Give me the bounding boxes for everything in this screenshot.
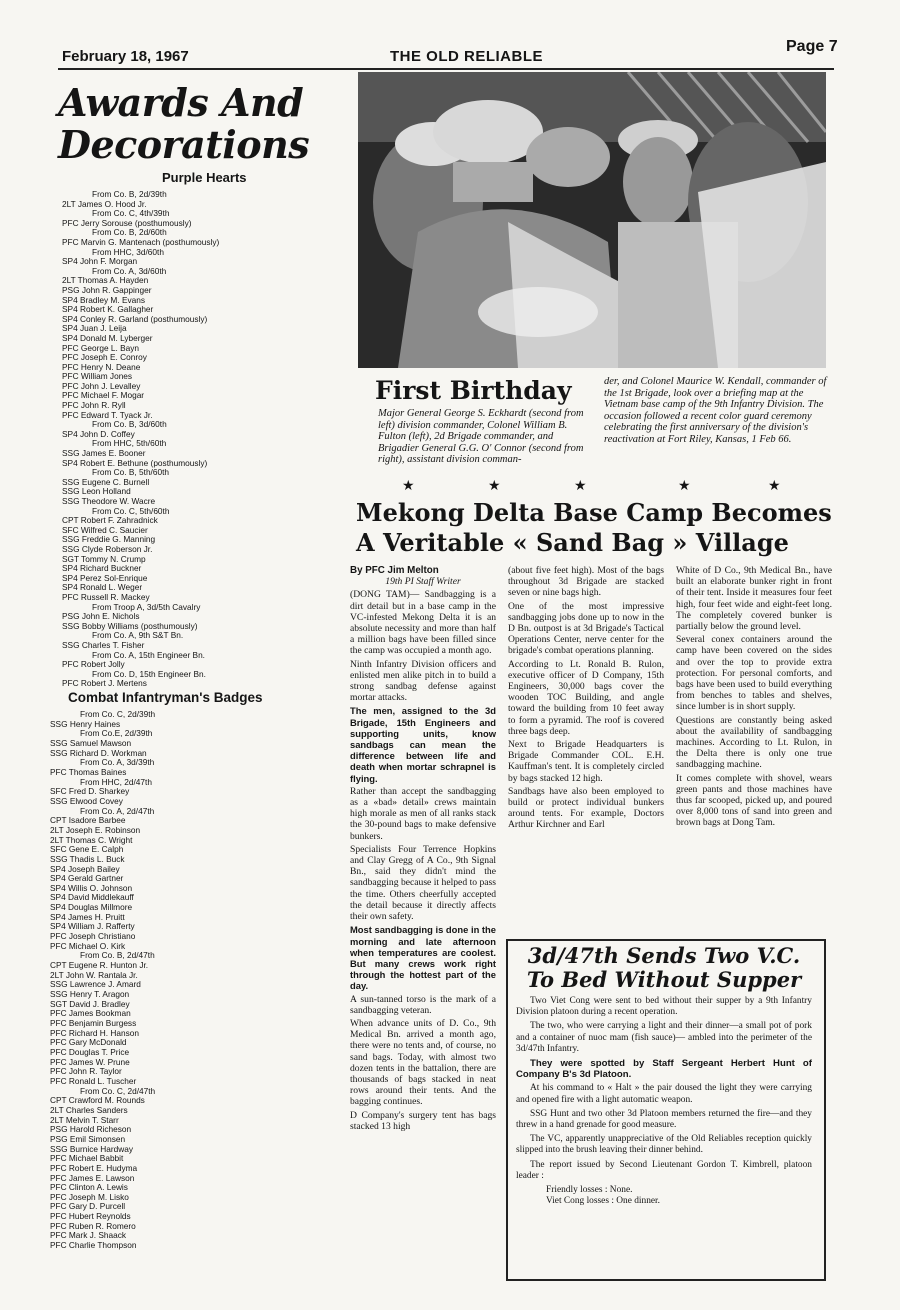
- recipient-name: SFC Gene E. Calph: [50, 844, 124, 855]
- recipient-name: SFC Fred D. Sharkey: [50, 786, 130, 797]
- recipient-name: PSG John R. Gappinger: [62, 284, 152, 295]
- recipient-name: 2LT Melvin T. Starr: [50, 1114, 119, 1125]
- recipient-name: SSG Theodore W. Wacre: [62, 496, 156, 506]
- story-paragraph: When advance units of D. Co., 9th Medical Bn. arrived a month ago, there were no tents and, of course, no sand bags. Today, with almost two dozen tents in the battalion, there are thousands of bags stacked in neat rows around their tents. And the bagging continues.: [350, 1017, 496, 1108]
- recipient-name: CPT Isadore Barbee: [50, 815, 126, 826]
- page-number: Page 7: [786, 38, 838, 55]
- byline-role: 19th PI Staff Writer: [385, 576, 461, 588]
- headline-line-2: A Veritable « Sand Bag » Village: [356, 528, 789, 557]
- recipient-name: PFC George L. Bayn: [62, 342, 140, 353]
- recipient-name: PFC Joseph Christiano: [50, 931, 136, 942]
- story-paragraph: Next to Brigade Headquarters is Brigade Commander COL. E.H. Kauffman's tent. It is completely circled by bags stacked 12 high.: [508, 739, 664, 784]
- recipient-name: PFC Gary McDonald: [50, 1037, 127, 1048]
- recipient-name: SSG James E. Booner: [62, 448, 146, 459]
- star-icon: ★: [768, 479, 781, 494]
- vc-title-line-2: To Bed Without Supper: [526, 967, 802, 992]
- story-paragraph: Several conex containers around the camp have been covered on the sides and over the top to provide extra protection. For personal comforts, and bags have been used to build everything from benches to tables and shelves, since lumber is in short supply.: [676, 634, 832, 713]
- unit-line: From Co. B, 2d/39th: [92, 189, 167, 199]
- photo-caption-left: Major General George S. Eckhardt (second from left) division commander, Colonel William B. Fulton (left), 2d Brigade commander, and Brigadier General G.G. O' Connor (second from right), assistant division comman-: [378, 408, 584, 466]
- issue-date: February 18, 1967: [62, 48, 189, 65]
- unit-line: From Co. C, 2d/47th: [80, 1085, 156, 1096]
- recipient-name: PFC Jerry Sorouse (posthumously): [62, 217, 192, 228]
- recipient-name: SP4 Ronald L. Weger: [62, 582, 143, 593]
- star-icon: ★: [678, 479, 691, 494]
- recipient-name: 2LT Joseph E. Robinson: [50, 824, 141, 835]
- recipient-name: PFC Edward T. Tyack Jr.: [62, 409, 153, 420]
- vc-title-line-1: 3d/47th Sends Two V.C.: [527, 943, 801, 968]
- recipient-name: PFC John R. Ryll: [62, 400, 126, 411]
- story-paragraph: Rather than accept the sandbagging as a «bad» detail» crews maintain high morale as men of all ranks stack the 30-pound bags to make defensive bunkers.: [350, 785, 496, 842]
- story-paragraph-bold: Most sandbagging is done in the morning and late afternoon when temperatures are coolest. But many crews work right through the hottest part of the day.: [350, 924, 496, 992]
- recipient-name: SP4 Bradley M. Evans: [62, 294, 146, 305]
- vc-friendly-losses: Friendly losses : None.: [546, 1185, 633, 1196]
- recipient-name: PFC Joseph M. Lisko: [50, 1191, 129, 1202]
- photo-title: First Birthday: [375, 376, 572, 405]
- story-paragraph: According to Lt. Ronald B. Rulon, executive officer of D Company, 15th Engineers, 30,000 bags cover the wooden TOC Building, and angle toward the building from 10 feet away to form a pyramid. The roof is covered three bags deep.: [508, 658, 664, 737]
- recipient-name: SFC Wilfred C. Saucier: [62, 524, 148, 535]
- unit-line: From Co. A, 9th S&T Bn.: [92, 630, 184, 641]
- recipient-name: SP4 John F. Morgan: [62, 256, 138, 267]
- story-paragraph: Sandbags have also been employed to build or protect individual bunkers around tents. For example, Doctors Arthur Kirchner and Earl: [508, 785, 664, 831]
- recipient-name: PFC Robert J. Mertens: [62, 678, 147, 689]
- story-paragraph: Questions are constantly being asked about the availability of sandbagging machines. According to Lt. Rulon, in the Delta there is only one true sandbagging machine.: [676, 714, 832, 771]
- unit-line: From Co. C, 4th/39th: [92, 208, 170, 219]
- recipient-name: PFC Henry N. Deane: [62, 361, 141, 372]
- recipient-name: SP4 Gerald Gartner: [50, 873, 124, 884]
- unit-line: From Co. B, 5th/60th: [92, 467, 170, 478]
- recipient-name: 2LT Thomas C. Wright: [50, 834, 133, 845]
- story-paragraph-bold: The men, assigned to the 3d Brigade, 15th Engineers and supporting units, know sandbags can mean the difference between life and death when mortar schrapnel is flying.: [350, 705, 496, 784]
- recipient-name: PFC Robert E. Hudyma: [50, 1162, 138, 1173]
- recipient-name: PFC John R. Taylor: [50, 1066, 122, 1077]
- recipient-name: PFC Hubert Reynolds: [50, 1211, 131, 1222]
- unit-line: From Co. A, 15th Engineer Bn.: [92, 649, 205, 660]
- story-column-3: [676, 565, 832, 831]
- vc-enemy-losses: Viet Cong losses : One dinner.: [546, 1196, 661, 1207]
- recipient-name: CPT Crawford M. Rounds: [50, 1095, 145, 1106]
- recipient-name: SP4 Robert E. Bethune (posthumously): [62, 457, 208, 468]
- recipient-name: SSG Richard D. Workman: [50, 747, 147, 758]
- recipient-name: SSG Clyde Roberson Jr.: [62, 543, 153, 554]
- recipient-name: CPT Robert F. Zahradnick: [62, 515, 158, 526]
- story-column-1: [350, 565, 496, 1134]
- recipient-name: PFC Charlie Thompson: [50, 1240, 137, 1251]
- recipient-name: SP4 Richard Buckner: [62, 563, 142, 574]
- recipient-name: PFC Michael O. Kirk: [50, 940, 126, 951]
- recipient-name: SP4 Douglas Millmore: [50, 902, 133, 913]
- unit-line: From Co.E, 2d/39th: [80, 728, 153, 739]
- recipient-name: 2LT John W. Rantala Jr.: [50, 969, 138, 980]
- unit-line: From Co. B, 2d/60th: [92, 227, 167, 238]
- story-paragraph: White of D Co., 9th Medical Bn., have built an elaborate bunker right in front of their tent. Inside it measures four feet high, four feet wide and eight-feet long. The completely covered bunker is partially below the ground level.: [676, 565, 832, 633]
- story-paragraph: Ninth Infantry Division officers and enlisted men alike pitch in to build a strong sandbag defense against mortar attacks.: [350, 658, 496, 704]
- recipient-name: SP4 William J. Rafferty: [50, 921, 135, 932]
- vc-paragraph: The report issued by Second Lieutenant Gordon T. Kimbrell, platoon leader :: [516, 1159, 812, 1181]
- recipient-name: PSG John E. Nichols: [62, 611, 140, 622]
- star-icon: ★: [574, 479, 587, 494]
- purple-hearts-list: [62, 190, 347, 689]
- unit-line: From HHC, 2d/47th: [80, 776, 152, 787]
- recipient-name: SSG Leon Holland: [62, 486, 131, 497]
- byline: By PFC Jim Melton: [350, 565, 439, 576]
- recipient-name: SSG Bobby Williams (posthumously): [62, 620, 198, 631]
- recipient-name: PFC James W. Prune: [50, 1056, 130, 1067]
- recipient-name: SP4 Juan J. Leija: [62, 323, 127, 334]
- story-paragraph: (about five feet high). Most of the bags throughout 3d Brigade are stacked seven or nine bags high.: [508, 565, 664, 599]
- story-paragraph: (DONG TAM)— Sandbagging is a dirt detail but in a base camp in the VC-infested Mekong Delta it is an absolute necessity and more than half a million bags have been filled since the camp was occupied a month ago.: [350, 589, 496, 657]
- vc-paragraph: SSG Hunt and two other 3d Platoon members returned the fire—and they threw in a hand grenade for good measure.: [516, 1108, 812, 1131]
- recipient-name: SSG Burnice Hardway: [50, 1143, 134, 1154]
- recipient-name: PFC John J. Levalley: [62, 380, 141, 391]
- vc-paragraph: The two, who were carrying a light and their dinner—a small pot of pork and a container of nuoc mam (fish sauce)— ambled into the perimeter of the 3d/47th Infantry.: [516, 1021, 812, 1054]
- recipient-name: PFC William Jones: [62, 371, 133, 382]
- unit-line: From Co. A, 2d/47th: [80, 805, 155, 816]
- recipient-name: SP4 David Middlekauff: [50, 892, 134, 903]
- recipient-name: PFC Russell R. Mackey: [62, 591, 150, 602]
- unit-line: From Co. A, 3d/60th: [92, 265, 167, 276]
- recipient-name: PFC Gary D. Purcell: [50, 1201, 126, 1212]
- recipient-name: 2LT James O. Hood Jr.: [62, 198, 147, 209]
- vc-paragraph: Two Viet Cong were sent to bed without their supper by a 9th Infantry Division platoon during a recent operation.: [516, 996, 812, 1018]
- recipient-name: PSG Emil Simonsen: [50, 1133, 126, 1144]
- unit-line: From Co. C, 2d/39th: [80, 709, 156, 719]
- story-paragraph: D Company's surgery tent has bags stacked 13 high: [350, 1109, 496, 1132]
- recipient-name: PFC Ronald L. Tuscher: [50, 1075, 137, 1086]
- briefing-photo: [358, 72, 826, 368]
- vc-paragraph: The VC, apparently unappreciative of the Old Reliables reception quickly slipped into the brush leaving their dinner behind.: [516, 1134, 812, 1156]
- vc-story-body: [516, 996, 812, 1207]
- recipient-name: SSG Henry Haines: [50, 718, 121, 729]
- recipient-name: PFC Clinton A. Lewis: [50, 1182, 128, 1193]
- recipient-name: PFC Joseph E. Conroy: [62, 352, 147, 363]
- recipient-name: SP4 Robert K. Gallagher: [62, 304, 154, 315]
- unit-line: From HHC, 3d/60th: [92, 246, 164, 257]
- unit-line: From Co. B, 3d/60th: [92, 419, 167, 430]
- recipient-name: SGT David J. Bradley: [50, 998, 130, 1009]
- recipient-name: SSG Eugene C. Burnell: [62, 476, 150, 487]
- purple-hearts-heading: Purple Hearts: [162, 170, 247, 185]
- recipient-name: PFC Ruben R. Romero: [50, 1220, 136, 1231]
- story-headline: [356, 498, 836, 558]
- story-paragraph: Specialists Four Terrence Hopkins and Clay Gregg of A Co., 9th Signal Bn., said they didn't mind the sandbagging because it helped to pass the time. Others cheerfully accepted the detail because it directly affects their own safety.: [350, 843, 496, 923]
- recipient-name: PFC Mark J. Shaack: [50, 1230, 127, 1241]
- photo-caption-right: der, and Colonel Maurice W. Kendall, commander of the 1st Brigade, look over a briefing map at the Vietnam base camp of the 9th Infantry Division. The occasion followed a recent color guard ceremony celebrating the first anniversary of the division's reactivation at Fort Riley, Kansas, 1 Feb 66.: [604, 376, 827, 445]
- vc-paragraph-bold: They were spotted by Staff Sergeant Herbert Hunt of Company B's 3d Platoon.: [516, 1058, 812, 1081]
- headline-line-1: Mekong Delta Base Camp Becomes: [356, 498, 832, 527]
- unit-line: From Co. A, 3d/39th: [80, 757, 155, 768]
- unit-line: From Co. C, 5th/60th: [92, 505, 170, 516]
- newspaper-name: THE OLD RELIABLE: [390, 48, 543, 65]
- recipient-name: SSG Henry T. Aragon: [50, 989, 130, 1000]
- story-column-2: [508, 565, 664, 833]
- recipient-name: SSG Lawrence J. Amard: [50, 979, 141, 990]
- header-rule: [58, 68, 834, 70]
- recipient-name: SP4 Willis O. Johnson: [50, 882, 133, 893]
- recipient-name: SP4 Joseph Bailey: [50, 863, 120, 874]
- recipient-name: CPT Eugene R. Hunton Jr.: [50, 960, 149, 971]
- recipient-name: SSG Samuel Mawson: [50, 737, 132, 748]
- cib-list: [50, 710, 350, 1251]
- recipient-name: SSG Elwood Covey: [50, 795, 123, 806]
- recipient-name: PFC Benjamin Burgess: [50, 1018, 137, 1028]
- recipient-name: PFC Douglas T. Price: [50, 1046, 130, 1057]
- recipient-name: PFC Michael Babbit: [50, 1153, 124, 1164]
- unit-line: From Co. D, 15th Engineer Bn.: [92, 668, 206, 679]
- recipient-name: SP4 John D. Coffey: [62, 428, 135, 439]
- awards-title: Awards And Decorations: [58, 80, 310, 167]
- recipient-name: SP4 Perez Sol-Enrique: [62, 572, 148, 583]
- recipient-name: PFC Robert Jolly: [62, 659, 125, 670]
- vc-paragraph: At his command to « Halt » the pair doused the light they were carrying and opened fire with a light automatic weapon.: [516, 1083, 812, 1105]
- recipient-name: PFC Marvin G. Mantenach (posthumously): [62, 236, 220, 247]
- vc-story-title: [514, 944, 814, 992]
- recipient-name: SSG Thadis L. Buck: [50, 853, 125, 864]
- story-paragraph: It comes complete with shovel, wears green pants and those machines have thus far scooped, picked up, and poured over 8,000 tons of sand into green and brown bags at Dong Tam.: [676, 772, 832, 829]
- recipient-name: 2LT Charles Sanders: [50, 1104, 128, 1115]
- cib-heading: Combat Infantryman's Badges: [68, 690, 263, 705]
- recipient-name: PFC James E. Lawson: [50, 1172, 135, 1183]
- star-icon: ★: [488, 479, 501, 494]
- star-divider: [360, 478, 830, 498]
- recipient-name: 2LT Thomas A. Hayden: [62, 275, 149, 286]
- recipient-name: PFC Michael F. Mogar: [62, 390, 145, 401]
- recipient-name: PFC Richard H. Hanson: [50, 1027, 139, 1038]
- recipient-name: PSG Harold Richeson: [50, 1124, 132, 1135]
- recipient-name: SP4 Donald M. Lyberger: [62, 332, 153, 343]
- unit-line: From HHC, 5th/60th: [92, 438, 167, 449]
- unit-line: From Co. B, 2d/47th: [80, 950, 155, 961]
- recipient-name: SGT Tommy N. Crump: [62, 553, 146, 564]
- recipient-name: SP4 Conley R. Garland (posthumously): [62, 313, 208, 324]
- recipient-name: SSG Freddie G. Manning: [62, 534, 156, 545]
- unit-line: From Troop A, 3d/5th Cavalry: [92, 601, 201, 612]
- recipient-name: SSG Charles T. Fisher: [62, 639, 145, 650]
- story-paragraph: A sun-tanned torso is the mark of a sandbagging veteran.: [350, 993, 496, 1016]
- star-icon: ★: [402, 479, 415, 494]
- recipient-name: PFC James Bookman: [50, 1008, 131, 1019]
- recipient-name: PFC Thomas Baines: [50, 766, 127, 777]
- recipient-name: SP4 James H. Pruitt: [50, 911, 125, 922]
- story-paragraph: One of the most impressive sandbagging jobs done up to now in the D Bn. outpost is at 3d Brigade's Tactical Operations Center, nerve center for the brigade's combat operations planning.: [508, 600, 664, 657]
